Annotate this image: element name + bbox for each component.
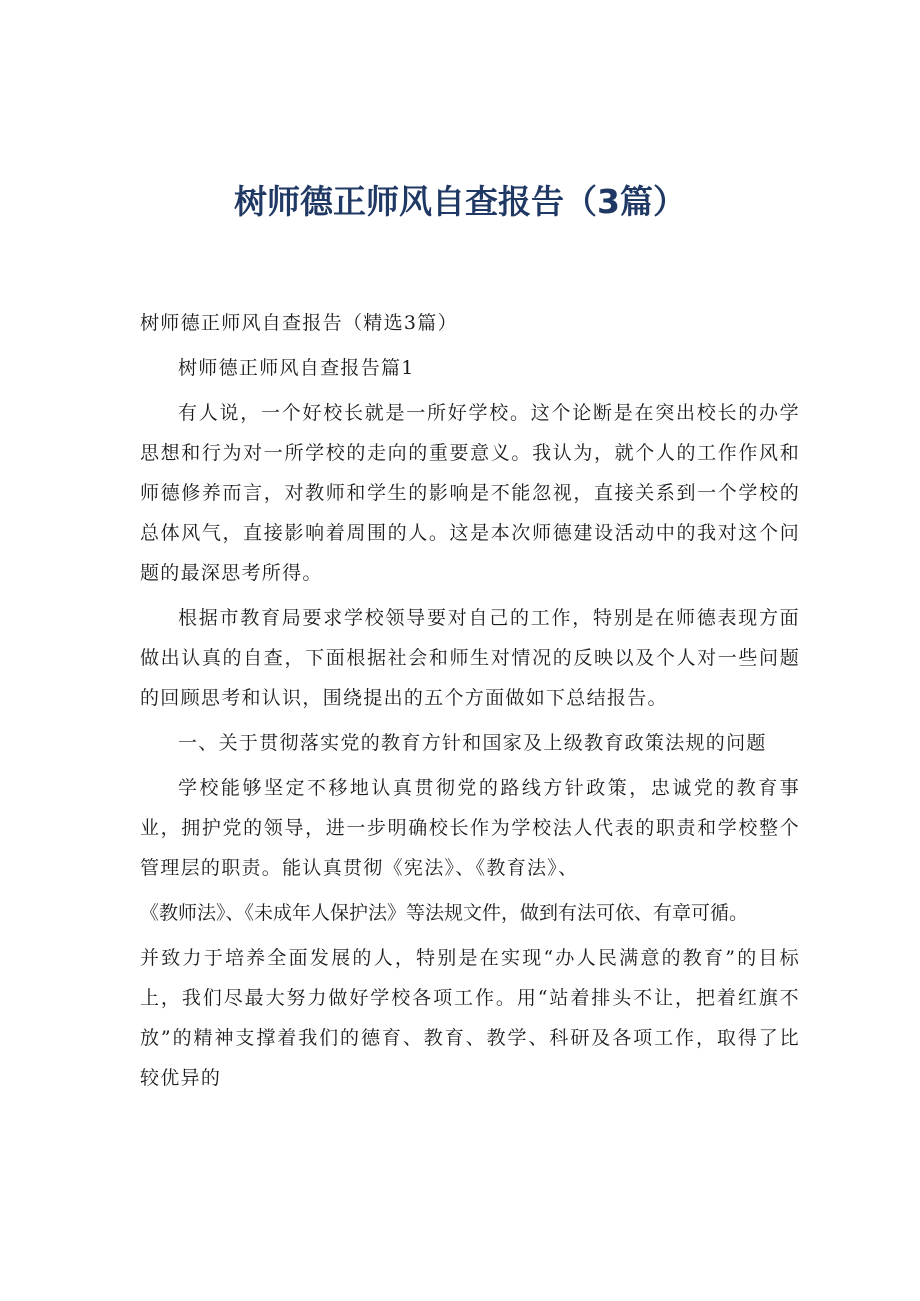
paragraph-3: 学校能够坚定不移地认真贯彻党的路线方针政策，忠诚党的教育事业，拥护党的领导，进一步明确校长作为学校法人代表的职责和学校整个管理层的职责。能认真贯彻《宪法》、《教育法》、 [140, 777, 800, 879]
paragraph-4: 《教师法》、《未成年人保护法》等法规文件，做到有法可依、有章可循。 [140, 902, 749, 924]
paragraph-5: 并致力于培养全面发展的人，特别是在实现“办人民满意的教育”的目标上，我们尽最大努力做好学校各项工作。用“站着排头不让，把着红旗不放”的精神支撑着我们的德育、教育、教学、科研及各项工作，取得了比较优异的 [140, 947, 800, 1089]
paragraph-2: 根据市教育局要求学校领导要对自己的工作，特别是在师德表现方面做出认真的自查，下面根据社会和师生对情况的反映以及个人对一些问题的回顾思考和认识，围绕提出的五个方面做如下总结报告。 [140, 607, 800, 709]
document-subtitle: 树师德正师风自查报告（精选3篇） [140, 312, 458, 334]
document-body [140, 303, 800, 1103]
paragraph-heading-1: 一、关于贯彻落实党的教育方针和国家及上级教育政策法规的问题 [178, 732, 767, 754]
paragraph-1: 有人说，一个好校长就是一所好学校。这个论断是在突出校长的办学思想和行为对一所学校的走向的重要意义。我认为，就个人的工作作风和师德修养而言，对教师和学生的影响是不能忽视，直接关系到一个学校的总体风气，直接影响着周围的人。这是本次师德建设活动中的我对这个问题的最深思考所得。 [140, 402, 800, 584]
section-heading: 树师德正师风自查报告篇1 [178, 357, 415, 379]
document-title: 树师德正师风自查报告（3篇） [234, 182, 686, 222]
